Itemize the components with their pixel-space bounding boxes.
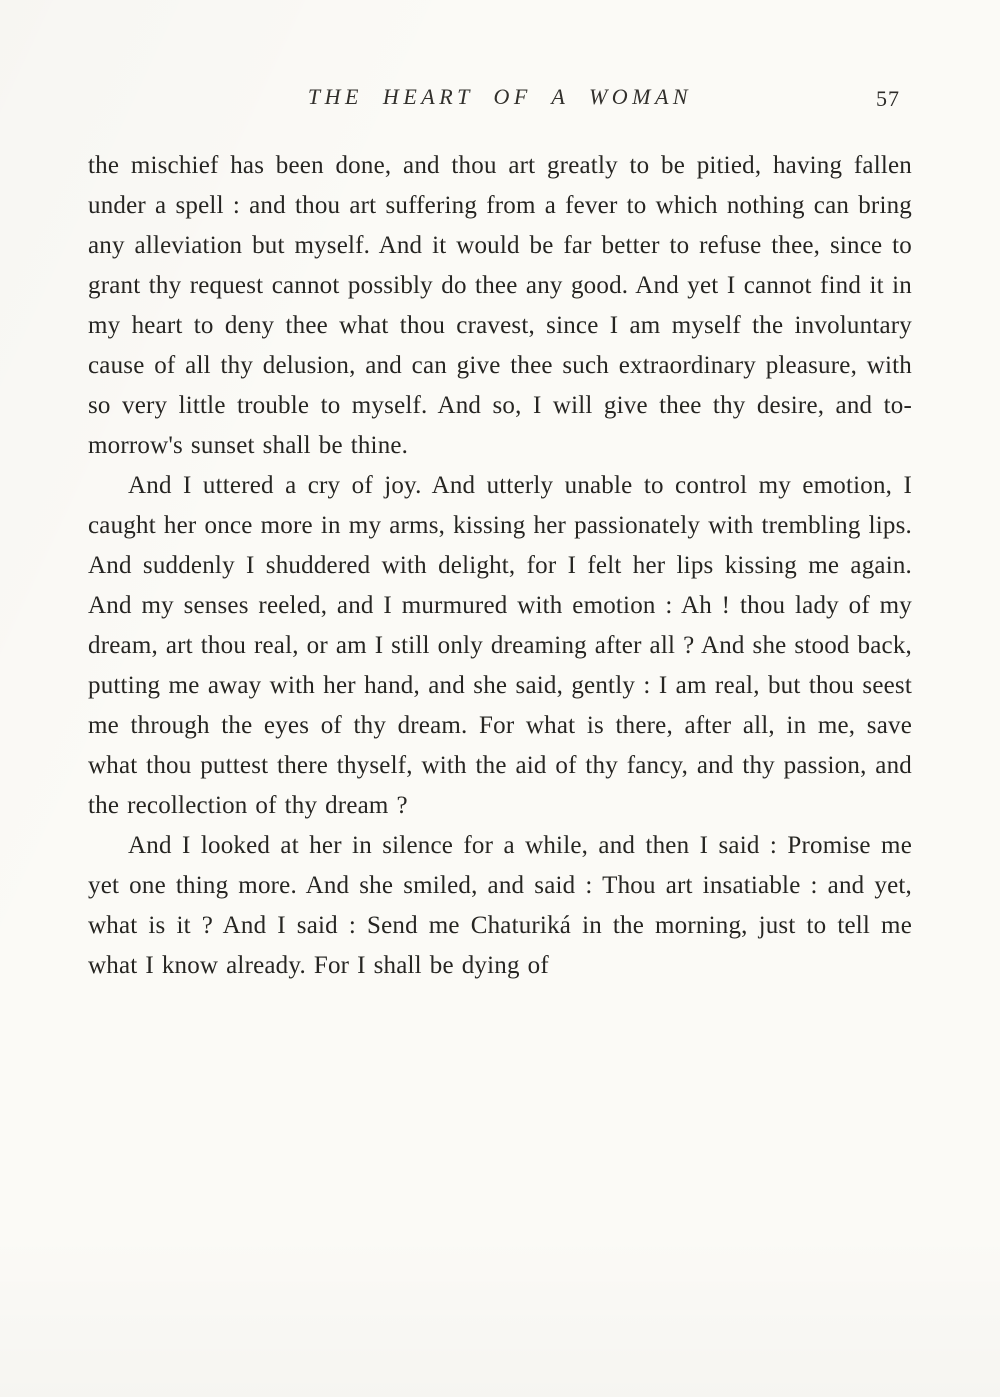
running-title: THE HEART OF A WOMAN: [307, 84, 693, 109]
page-number: 57: [876, 86, 900, 111]
paragraph-2: And I uttered a cry of joy. And utterly unable to control my emotion, I caught her once more in my arms, kissing her passionately with trembling lips. And suddenly I shuddered with delight, for I felt her lips kissing me again. And my senses reeled, and I murmured with emotion : Ah ! thou lady of my dream, art thou real, or am I still only dreaming after all ? And she stood back, putting me away with her hand, and she said, gently : I am real, but thou seest me through the eyes of thy dream. For what is there, after all, in me, save what thou puttest there thyself, with the aid of thy fancy, and thy passion, and the recollection of thy dream ?: [88, 472, 912, 819]
paragraph-3: And I looked at her in silence for a while, and then I said : Promise me yet one thing more. And she smiled, and said : Thou art insatiable : and yet, what is it ? And I said : Send me Chaturiká in the morning, just to tell me what I know already. For I shall be dying of: [88, 832, 912, 979]
page-header: [88, 84, 912, 118]
paragraph-1: the mischief has been done, and thou art greatly to be pitied, having fallen under a spell : and thou art suffering from a fever to which nothing can bring any alleviation but myself. And it would be far better to refuse thee, since to grant thy request cannot possibly do thee any good. And yet I cannot find it in my heart to deny thee what thou cravest, since I am myself the involuntary cause of all thy delusion, and can give thee such extraordinary pleasure, with so very little trouble to myself. And so, I will give thee thy desire, and to-morrow's sunset shall be thine.: [88, 152, 912, 459]
page-body: [88, 146, 912, 986]
